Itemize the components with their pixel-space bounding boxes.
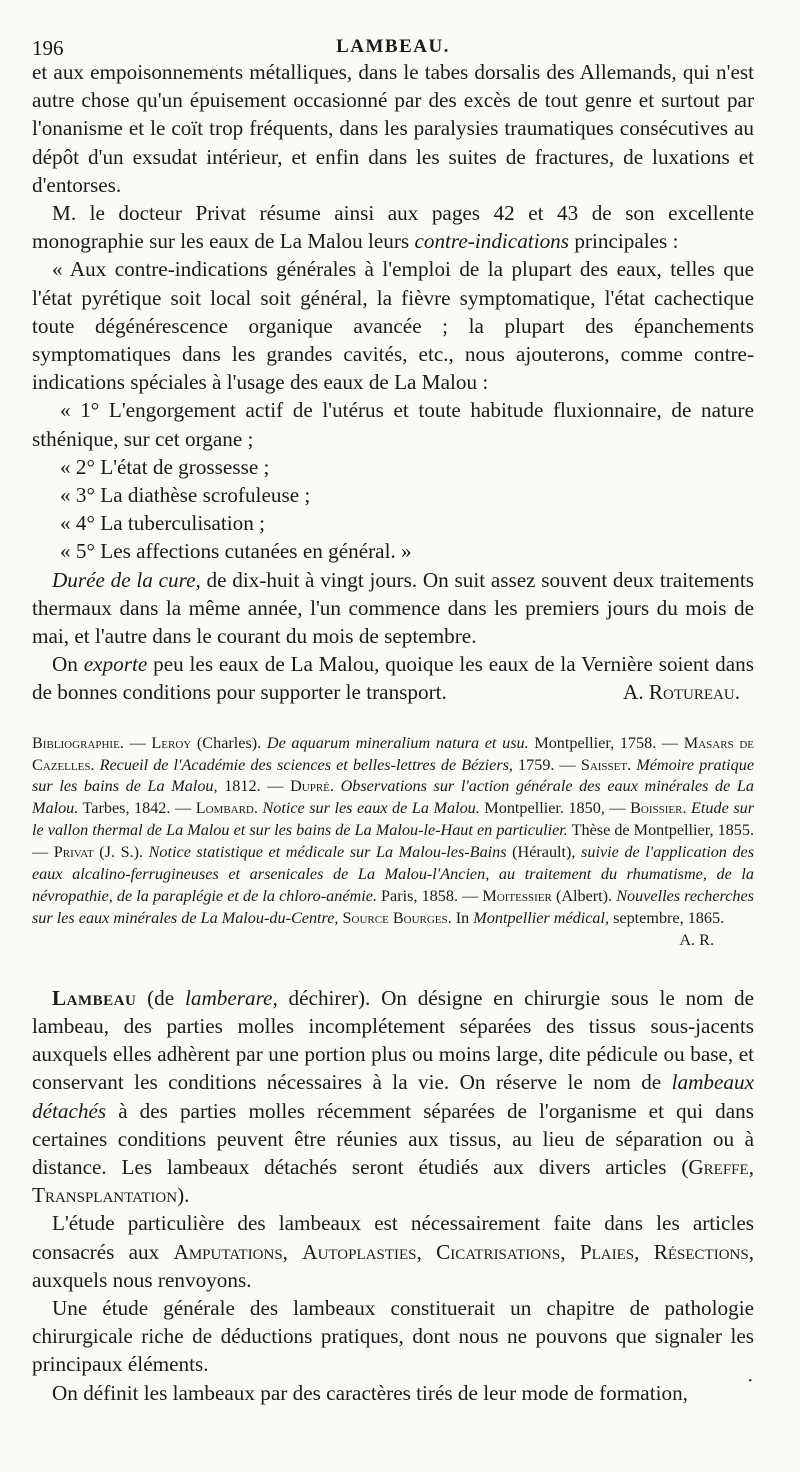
dictionary-entry <box>32 984 754 1407</box>
text-run: , <box>634 1239 654 1264</box>
text-run: septembre, 1865. <box>609 908 725 927</box>
text-run-smallcaps: Greffe <box>688 1154 749 1179</box>
text-run: In <box>451 908 474 927</box>
bibliography <box>32 733 754 952</box>
text-run: ). <box>177 1183 190 1208</box>
text-run: , <box>416 1239 437 1264</box>
text-run-italic: Observations sur l'action générale des eaux minérales de La Malou. <box>32 777 755 818</box>
page-mark: • <box>748 1376 752 1387</box>
text-run-smallcaps: Moitessier <box>482 887 552 906</box>
text-run <box>334 777 341 795</box>
list-item-3: « 3° La diathèse scrofuleuse ; <box>60 483 311 508</box>
text-run: principales : <box>569 229 679 254</box>
text-run-italic: Mémoire pratique sur les bains de La Malou, <box>32 755 754 796</box>
text-run: Thèse de Montpellier, 1855. — <box>32 821 754 862</box>
text-run: Tarbes, 1842. — <box>78 799 196 818</box>
list-item-5: « 5° Les affections cutanées en général. » <box>60 539 412 564</box>
text-run: 1759. — <box>512 755 581 774</box>
paragraph-2 <box>32 199 754 255</box>
list-item-1: « 1° L'engorgement actif de l'utérus et toute habitude fluxionnaire, de nature sthénique, sur cet organe ; <box>32 398 754 451</box>
text-run-smallcaps: Saisset. <box>580 755 632 774</box>
text-run: à des parties molles récemment séparées de l'organisme et qui dans certaines conditions peuvent être réunies aux tissus, au lieu de séparation ou à distance. Les lambeaux détachés seront étudiés aux divers articles ( <box>32 1098 754 1179</box>
text-run: déchirer). On désigne en chirurgie sous le nom de lambeau, des parties molles incomplétement séparées des tissus sous-jacents auxquels elles adhèrent par une portion plus ou moins large, dite pédicule ou base, et conservant les conditions nécessaires à la vie. On réserve le nom de <box>32 985 754 1095</box>
text-run-smallcaps: Masars de Cazelles. <box>32 733 754 774</box>
text-run: L'étude particulière des lambeaux est nécessairement faite dans les articles consacrés aux <box>32 1211 754 1264</box>
text-run: — <box>123 733 152 752</box>
text-run-smallcaps: Plaies <box>579 1239 635 1264</box>
text-run: (Hérault), <box>506 843 582 862</box>
paragraph-5 <box>32 650 754 706</box>
text-run-smallcaps: Cicatrisations <box>436 1239 561 1264</box>
paragraph-4 <box>32 566 754 651</box>
text-run-smallcaps: Autoplasties <box>302 1239 417 1264</box>
text-run-smallcaps: Source Bourges. <box>342 908 452 927</box>
text-run-italic: Notice sur les eaux de La Malou. <box>262 799 480 818</box>
text-run: Paris, 1858. — <box>376 887 483 906</box>
text-run: (J. S.). <box>93 843 149 862</box>
text-run: (Albert). <box>551 887 617 906</box>
text-run: , auxquels nous renvoyons. <box>32 1239 755 1292</box>
text-run: Montpellier, 1758. — <box>528 733 684 752</box>
text-run-italic: Montpellier médical, <box>473 908 610 927</box>
text-run: 1812. — <box>217 777 291 796</box>
text-run-italic: Nouvelles recherches sur les eaux minérales de La Malou-du-Centre, <box>32 887 754 927</box>
text-run-smallcaps: Transplantation <box>32 1183 178 1208</box>
text-run-smallcaps: Amputations <box>173 1239 283 1264</box>
text-run: , <box>748 1154 754 1179</box>
text-run-italic: suivie de l'application des eaux alcalino-ferrugineuses et arsenicales de La Malou-l'Ancien, au traitement du rhumatisme, de la névropathie, de la paraplégie et de la chloro-anémie. <box>32 843 755 906</box>
text-run: , <box>560 1239 580 1264</box>
text-run-smallcaps: Résections <box>653 1239 749 1264</box>
text-run-italic: De aquarum mineralium natura et usu. <box>266 733 529 752</box>
text-run-italic: exporte <box>83 652 148 677</box>
text-run: M. le docteur Privat résume ainsi aux pages 42 et 43 de son excellente monographie sur les eaux de La Malou leurs <box>32 201 754 254</box>
text-run-italic: lambeaux détachés <box>32 1070 754 1123</box>
page-header <box>32 28 754 58</box>
text-run-smallcaps: Leroy <box>151 733 192 752</box>
paragraph-3: « Aux contre-indications générales à l'emploi de la plupart des eaux, telles que l'état pyrétique soit local soit général, la fièvre symptomatique, l'état cachectique toute dégénérescence organique avancée ; la plupart des épanchements symptomatiques dans les grandes cavités, etc., nous ajouterons, comme contre-indications spéciales à l'usage des eaux de La Malou : <box>32 257 754 395</box>
entry-paragraph-4: On définit les lambeaux par des caractères tirés de leur mode de formation, <box>52 1380 688 1405</box>
bibliography-text <box>32 733 754 952</box>
article-continuation <box>32 58 754 707</box>
text-run-italic: Notice statistique et médicale sur La Malou-les-Bains <box>148 843 507 862</box>
text-run: de dix-huit à vingt jours. On suit assez souvent deux traitements thermaux dans la même année, l'un commence dans les premiers jours du mois de mai, et l'autre dans le courant du mois de septembre. <box>32 567 754 649</box>
list-item-4: « 4° La tuberculisation ; <box>60 511 265 536</box>
text-run: (de <box>136 985 185 1010</box>
text-run-smallcaps: Boissier. <box>630 799 687 818</box>
bibliography-label: Bibliographie. <box>32 733 124 752</box>
text-run-italic: lamberare, <box>184 985 278 1010</box>
text-run-smallcaps: Lombard. <box>195 799 258 818</box>
paragraph-1: et aux empoisonnements métalliques, dans le tabes dorsalis des Allemands, qui n'est autre chose qu'un épuisement occasionné par des excès de tout genre et surtout par l'onanisme et le coït trop fréquents, dans les paralysies traumatiques consécutives au dépôt d'un exsudat intérieur, et enfin dans les suites de fractures, de luxations et d'entorses. <box>32 60 754 197</box>
text-run-italic: Recueil de l'Académie des sciences et belles-lettres de Béziers, <box>99 755 513 774</box>
author-signature: A. Rotureau. <box>623 680 740 705</box>
text-run: , <box>282 1239 303 1264</box>
text-run: peu les eaux de La Malou, quoique les eaux de la Vernière soient dans de bonnes conditions pour supporter le transport. <box>32 652 754 705</box>
running-head: LAMBEAU. <box>336 36 450 57</box>
entry-paragraph-1 <box>32 984 754 1210</box>
entry-paragraph-3: Une étude générale des lambeaux constituerait un chapitre de pathologie chirurgicale riche de déductions pratiques, dont nous ne pouvons que signaler les principaux éléments. <box>32 1295 754 1377</box>
text-run-italic: Etude sur le vallon thermal de La Malou et sur les bains de La Malou-le-Haut en particulier. <box>32 799 755 840</box>
text-run-italic: Durée de la cure, <box>52 567 201 592</box>
bibliography-signature: A. R. <box>679 930 714 949</box>
text-run: Montpellier. 1850, — <box>479 799 631 818</box>
text-run-smallcaps: Dupré. <box>290 777 334 796</box>
list-item-2: « 2° L'état de grossesse ; <box>60 454 270 479</box>
entry-paragraph-2 <box>32 1209 754 1294</box>
text-run-smallcaps: Privat <box>53 843 94 862</box>
text-run: On <box>52 652 84 677</box>
entry-headword: Lambeau <box>52 985 137 1010</box>
text-run-italic: contre-indications <box>414 229 570 254</box>
text-run: (Charles). <box>191 733 267 752</box>
page-number: 196 <box>32 36 64 60</box>
